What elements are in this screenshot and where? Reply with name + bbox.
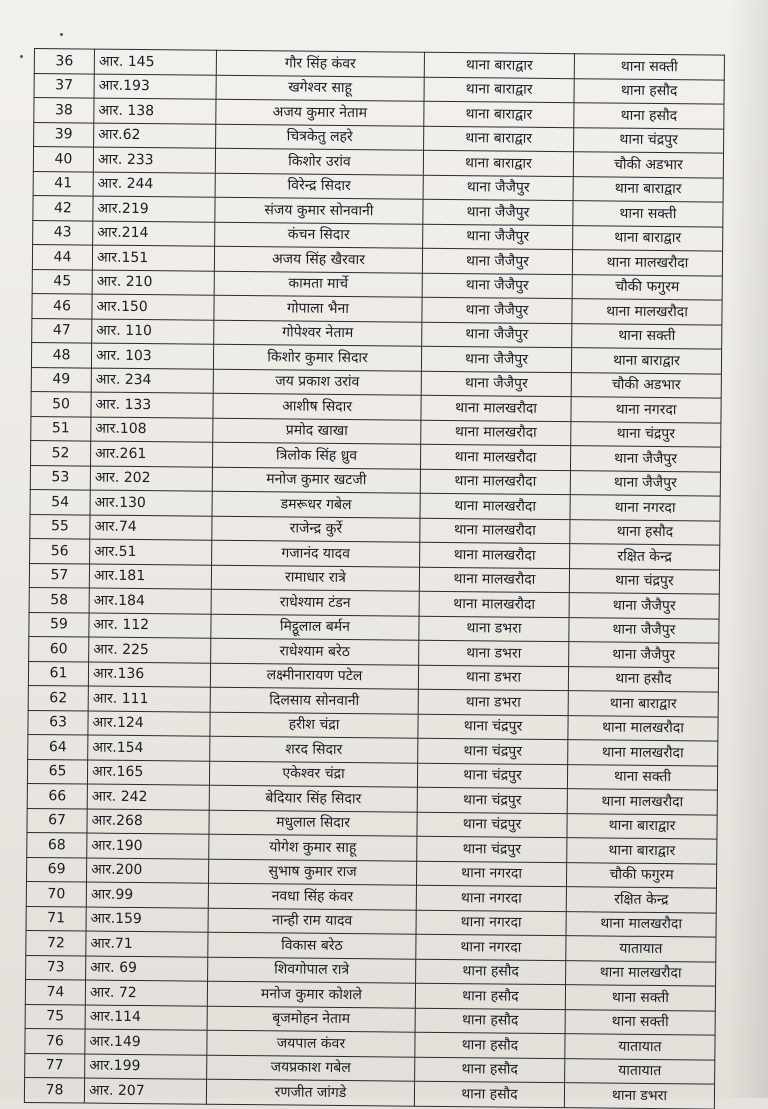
serial-number-cell: 59 <box>29 612 89 637</box>
new-posting-cell: थाना चंद्रपुर <box>569 568 719 594</box>
current-posting-cell: थाना मालखरौदा <box>420 469 570 495</box>
name-cell: राधेश्याम टंडन <box>211 589 419 615</box>
name-cell: जयपाल कंवर <box>207 1030 415 1056</box>
constable-number-cell: आर. 112 <box>89 613 211 639</box>
ink-speck <box>20 55 23 58</box>
serial-number-cell: 64 <box>28 734 88 759</box>
name-cell: चित्रकेतु लहरे <box>216 124 424 150</box>
name-cell: विरेन्द्र सिदार <box>215 173 423 199</box>
serial-number-cell: 48 <box>31 342 91 367</box>
current-posting-cell: थाना हसौद <box>415 1008 565 1034</box>
new-posting-cell: रक्षित केन्द्र <box>566 887 716 913</box>
serial-number-cell: 43 <box>33 220 93 245</box>
serial-number-cell: 69 <box>26 857 86 882</box>
serial-number-cell: 78 <box>24 1077 84 1102</box>
new-posting-cell: थाना सक्ती <box>567 764 717 790</box>
name-cell: गोपेश्वर नेताम <box>214 320 422 346</box>
new-posting-cell: थाना बाराद्वार <box>573 225 723 251</box>
serial-number-cell: 72 <box>26 930 86 955</box>
constable-number-cell: आर.114 <box>85 1005 207 1031</box>
current-posting-cell: थाना हसौद <box>416 959 566 985</box>
constable-number-cell: आर.124 <box>88 711 210 737</box>
new-posting-cell: रक्षित केन्द्र <box>570 544 720 570</box>
serial-number-cell: 65 <box>27 759 87 784</box>
current-posting-cell: थाना जैजैपुर <box>423 199 573 225</box>
constable-number-cell: आर.154 <box>88 735 210 761</box>
name-cell: त्रिलोक सिंह ध्रुव <box>212 442 420 468</box>
name-cell: गजानंद यादव <box>212 540 420 566</box>
current-posting-cell: थाना मालखरौदा <box>420 542 570 568</box>
current-posting-cell: थाना चंद्रपुर <box>417 812 567 838</box>
current-posting-cell: थाना मालखरौदा <box>420 444 570 470</box>
serial-number-cell: 38 <box>34 98 94 123</box>
new-posting-cell: थाना सक्ती <box>565 1009 715 1035</box>
new-posting-cell: थाना मालखरौदा <box>572 250 722 276</box>
name-cell: लक्ष्मीनारायण पटेल <box>210 663 418 689</box>
serial-number-cell: 77 <box>25 1053 85 1078</box>
serial-number-cell: 57 <box>29 563 89 588</box>
name-cell: मनोज कुमार कोशले <box>207 981 415 1007</box>
table-row <box>24 1077 714 1108</box>
serial-number-cell: 53 <box>30 465 90 490</box>
constable-number-cell: आर.130 <box>90 490 212 516</box>
name-cell: खगेश्वर साहू <box>216 75 424 101</box>
current-posting-cell: थाना जैजैपुर <box>422 322 572 348</box>
name-cell: शरद सिदार <box>210 736 418 762</box>
new-posting-cell: थाना हसौद <box>568 666 718 692</box>
new-posting-cell: थाना जैजैपुर <box>569 617 719 643</box>
name-cell: अजय सिंह खैरवार <box>214 246 422 272</box>
constable-number-cell: आर.200 <box>86 858 208 884</box>
constable-number-cell: आर.219 <box>93 196 215 222</box>
constable-number-cell: आर. 210 <box>92 270 214 296</box>
name-cell: योगेश कुमार साहू <box>209 834 417 860</box>
serial-number-cell: 55 <box>30 514 90 539</box>
new-posting-cell: थाना मालखरौदा <box>568 715 718 741</box>
current-posting-cell: थाना चंद्रपुर <box>417 787 567 813</box>
current-posting-cell: थाना चंद्रपुर <box>417 763 567 789</box>
serial-number-cell: 50 <box>31 391 91 416</box>
current-posting-cell: थाना मालखरौदा <box>419 591 569 617</box>
serial-number-cell: 37 <box>34 73 94 98</box>
new-posting-cell: थाना डभरा <box>564 1083 714 1109</box>
constable-number-cell: आर.190 <box>87 833 209 859</box>
current-posting-cell: थाना चंद्रपुर <box>418 738 568 764</box>
new-posting-cell: थाना सक्ती <box>574 54 724 80</box>
new-posting-cell: थाना बाराद्वार <box>573 176 723 202</box>
name-cell: अजय कुमार नेताम <box>216 99 424 125</box>
constable-number-cell: आर. 225 <box>89 637 211 663</box>
current-posting-cell: थाना हसौद <box>415 1032 565 1058</box>
serial-number-cell: 42 <box>33 195 93 220</box>
current-posting-cell: थाना डभरा <box>419 640 569 666</box>
name-cell: डमरूधर गबेल <box>212 491 420 517</box>
constable-number-cell: आर.193 <box>94 74 216 100</box>
current-posting-cell: थाना चंद्रपुर <box>417 836 567 862</box>
new-posting-cell: थाना चंद्रपुर <box>574 127 724 153</box>
current-posting-cell: थाना जैजैपुर <box>422 273 572 299</box>
constable-number-cell: आर.71 <box>86 931 208 957</box>
current-posting-cell: थाना मालखरौदा <box>421 420 571 446</box>
current-posting-cell: थाना बाराद्वार <box>423 150 573 176</box>
current-posting-cell: थाना बाराद्वार <box>424 52 574 78</box>
current-posting-cell: थाना मालखरौदा <box>420 493 570 519</box>
new-posting-cell: थाना नगरदा <box>570 495 720 521</box>
current-posting-cell: थाना जैजैपुर <box>421 371 571 397</box>
current-posting-cell: थाना हसौद <box>415 1057 565 1083</box>
transfer-list-table <box>24 48 725 1109</box>
constable-number-cell: आर.99 <box>86 882 208 908</box>
name-cell: सुभाष कुमार राज <box>208 859 416 885</box>
serial-number-cell: 60 <box>29 636 89 661</box>
name-cell: बेदियार सिंह सिदार <box>209 785 417 811</box>
name-cell: जयप्रकाश गबेल <box>207 1055 415 1081</box>
serial-number-cell: 58 <box>29 587 89 612</box>
constable-number-cell: आर.261 <box>90 441 212 467</box>
current-posting-cell: थाना बाराद्वार <box>424 126 574 152</box>
new-posting-cell: थाना चंद्रपुर <box>571 421 721 447</box>
constable-number-cell: आर.181 <box>89 564 211 590</box>
current-posting-cell: थाना जैजैपुर <box>423 224 573 250</box>
name-cell: संजय कुमार सोनवानी <box>215 197 423 223</box>
serial-number-cell: 63 <box>28 710 88 735</box>
new-posting-cell: थाना हसौद <box>574 103 724 129</box>
constable-number-cell: आर.214 <box>93 221 215 247</box>
name-cell: एकेश्वर चंद्रा <box>209 761 417 787</box>
constable-number-cell: आर. 69 <box>86 956 208 982</box>
current-posting-cell: थाना मालखरौदा <box>421 395 571 421</box>
new-posting-cell: यातायात <box>565 1058 715 1084</box>
constable-number-cell: आर.74 <box>90 515 212 541</box>
constable-number-cell: आर.51 <box>90 539 212 565</box>
constable-number-cell: आर.108 <box>91 417 213 443</box>
name-cell: बृजमोहन नेताम <box>207 1006 415 1032</box>
current-posting-cell: थाना बाराद्वार <box>424 77 574 103</box>
serial-number-cell: 49 <box>31 367 91 392</box>
constable-number-cell: आर. 111 <box>88 686 210 712</box>
current-posting-cell: थाना डभरा <box>419 616 569 642</box>
new-posting-cell: थाना सक्ती <box>572 323 722 349</box>
constable-number-cell: आर. 233 <box>93 147 215 173</box>
name-cell: मधुलाल सिदार <box>209 810 417 836</box>
new-posting-cell: थाना मालखरौदा <box>567 789 717 815</box>
constable-number-cell: आर. 103 <box>91 343 213 369</box>
new-posting-cell: थाना बाराद्वार <box>567 813 717 839</box>
serial-number-cell: 54 <box>30 489 90 514</box>
name-cell: किशोर कुमार सिदार <box>213 344 421 370</box>
serial-number-cell: 47 <box>32 318 92 343</box>
current-posting-cell: थाना हसौद <box>415 983 565 1009</box>
current-posting-cell: थाना बाराद्वार <box>424 101 574 127</box>
serial-number-cell: 44 <box>32 244 92 269</box>
name-cell: मनोज कुमार खटजी <box>212 467 420 493</box>
current-posting-cell: थाना नगरदा <box>416 910 566 936</box>
name-cell: मिट्ठूलाल बर्मन <box>211 614 419 640</box>
current-posting-cell: थाना हसौद <box>414 1081 564 1107</box>
name-cell: कामता मार्चे <box>214 271 422 297</box>
current-posting-cell: थाना जैजैपुर <box>422 297 572 323</box>
current-posting-cell: थाना जैजैपुर <box>422 248 572 274</box>
serial-number-cell: 51 <box>31 416 91 441</box>
name-cell: हरीश चंद्रा <box>210 712 418 738</box>
serial-number-cell: 73 <box>26 955 86 980</box>
constable-number-cell: आर.151 <box>92 245 214 271</box>
new-posting-cell: थाना सक्ती <box>565 985 715 1011</box>
serial-number-cell: 56 <box>30 538 90 563</box>
new-posting-cell: थाना बाराद्वार <box>567 838 717 864</box>
current-posting-cell: थाना जैजैपुर <box>423 175 573 201</box>
serial-number-cell: 66 <box>27 783 87 808</box>
current-posting-cell: थाना मालखरौदा <box>419 567 569 593</box>
new-posting-cell: थाना बाराद्वार <box>571 348 721 374</box>
serial-number-cell: 68 <box>27 832 87 857</box>
constable-number-cell: आर. 234 <box>91 368 213 394</box>
constable-number-cell: आर. 244 <box>93 172 215 198</box>
name-cell: जय प्रकाश उरांव <box>213 369 421 395</box>
constable-number-cell: आर.184 <box>89 588 211 614</box>
new-posting-cell: थाना जैजैपुर <box>570 446 720 472</box>
new-posting-cell: चौकी अडभार <box>571 372 721 398</box>
constable-number-cell: आर. 72 <box>85 980 207 1006</box>
serial-number-cell: 70 <box>26 881 86 906</box>
name-cell: विकास बरेठ <box>208 932 416 958</box>
current-posting-cell: थाना डभरा <box>418 689 568 715</box>
constable-number-cell: आर. 145 <box>94 49 216 75</box>
current-posting-cell: थाना नगरदा <box>416 885 566 911</box>
serial-number-cell: 41 <box>33 171 93 196</box>
new-posting-cell: यातायात <box>566 936 716 962</box>
page-shadow <box>728 0 768 1098</box>
constable-number-cell: आर. 242 <box>87 784 209 810</box>
new-posting-cell: थाना बाराद्वार <box>568 691 718 717</box>
constable-number-cell: आर. 110 <box>92 319 214 345</box>
current-posting-cell: थाना जैजैपुर <box>421 346 571 372</box>
new-posting-cell: थाना नगरदा <box>571 397 721 423</box>
table-body <box>24 49 724 1109</box>
current-posting-cell: थाना नगरदा <box>416 934 566 960</box>
constable-number-cell: आर.199 <box>85 1054 207 1080</box>
serial-number-cell: 52 <box>30 440 90 465</box>
new-posting-cell: चौकी फगुरम <box>566 862 716 888</box>
serial-number-cell: 76 <box>25 1028 85 1053</box>
name-cell: शिवगोपाल रात्रे <box>208 957 416 983</box>
name-cell: दिलसाय सोनवानी <box>210 687 418 713</box>
new-posting-cell: थाना मालखरौदा <box>568 740 718 766</box>
constable-number-cell: आर.62 <box>94 123 216 149</box>
name-cell: कंचन सिदार <box>215 222 423 248</box>
name-cell: गौर सिंह कंवर <box>216 50 424 76</box>
current-posting-cell: थाना नगरदा <box>416 861 566 887</box>
ink-speck <box>60 33 63 36</box>
serial-number-cell: 46 <box>32 293 92 318</box>
serial-number-cell: 40 <box>33 147 93 172</box>
constable-number-cell: आर.149 <box>85 1029 207 1055</box>
serial-number-cell: 61 <box>28 661 88 686</box>
new-posting-cell: थाना मालखरौदा <box>566 911 716 937</box>
new-posting-cell: यातायात <box>565 1034 715 1060</box>
name-cell: नवधा सिंह कंवर <box>208 883 416 909</box>
new-posting-cell: थाना जैजैपुर <box>570 470 720 496</box>
constable-number-cell: आर.136 <box>88 662 210 688</box>
current-posting-cell: थाना मालखरौदा <box>420 518 570 544</box>
serial-number-cell: 62 <box>28 685 88 710</box>
new-posting-cell: थाना हसौद <box>570 519 720 545</box>
constable-number-cell: आर. 138 <box>94 98 216 124</box>
name-cell: राधेश्याम बरेठ <box>211 638 419 664</box>
name-cell: आशीष सिदार <box>213 393 421 419</box>
name-cell: किशोर उरांव <box>215 148 423 174</box>
serial-number-cell: 71 <box>26 906 86 931</box>
constable-number-cell: आर.159 <box>86 907 208 933</box>
current-posting-cell: थाना डभरा <box>418 665 568 691</box>
new-posting-cell: चौकी अडभार <box>573 152 723 178</box>
current-posting-cell: थाना चंद्रपुर <box>418 714 568 740</box>
name-cell: राजेन्द्र कुर्रे <box>212 516 420 542</box>
constable-number-cell: आर. 202 <box>90 466 212 492</box>
new-posting-cell: थाना जैजैपुर <box>569 593 719 619</box>
serial-number-cell: 45 <box>32 269 92 294</box>
name-cell: नान्ही राम यादव <box>208 908 416 934</box>
new-posting-cell: चौकी फगुरम <box>572 274 722 300</box>
name-cell: रामाधार रात्रे <box>211 565 419 591</box>
constable-number-cell: आर. 207 <box>84 1078 206 1104</box>
name-cell: प्रमोद खाखा <box>213 418 421 444</box>
new-posting-cell: थाना सक्ती <box>573 201 723 227</box>
serial-number-cell: 75 <box>25 1004 85 1029</box>
new-posting-cell: थाना जैजैपुर <box>569 642 719 668</box>
name-cell: गोपाला भैना <box>214 295 422 321</box>
constable-number-cell: आर.268 <box>87 809 209 835</box>
serial-number-cell: 74 <box>25 979 85 1004</box>
serial-number-cell: 36 <box>34 49 94 74</box>
serial-number-cell: 67 <box>27 808 87 833</box>
constable-number-cell: आर.165 <box>87 760 209 786</box>
new-posting-cell: थाना मालखरौदा <box>572 299 722 325</box>
constable-number-cell: आर.150 <box>92 294 214 320</box>
name-cell: रणजीत जांगडे <box>206 1079 414 1105</box>
new-posting-cell: थाना मालखरौदा <box>566 960 716 986</box>
constable-number-cell: आर. 133 <box>91 392 213 418</box>
new-posting-cell: थाना हसौद <box>574 78 724 104</box>
serial-number-cell: 39 <box>34 122 94 147</box>
